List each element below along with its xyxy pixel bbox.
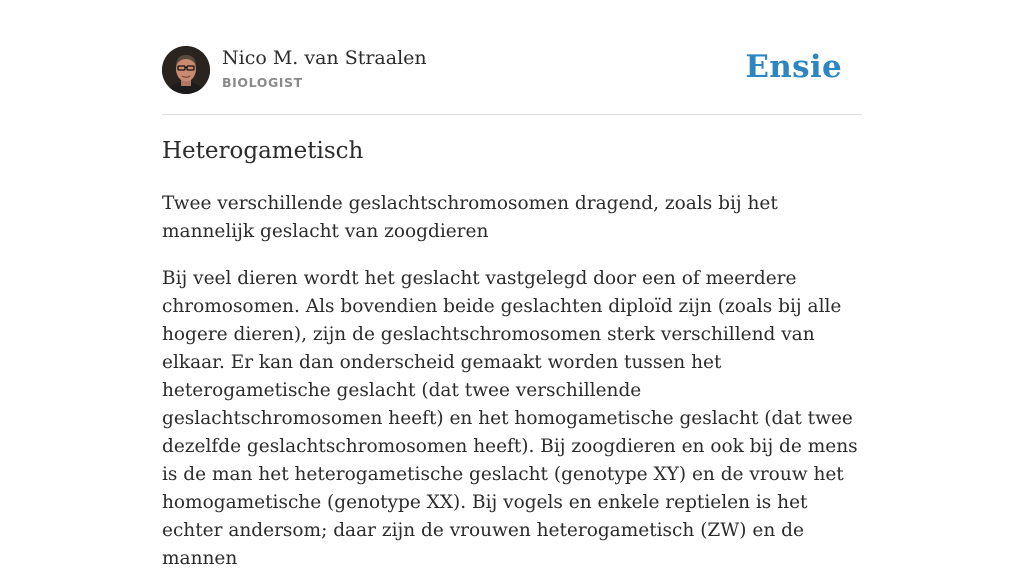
article-body: Bij veel dieren wordt het geslacht vastgelegd door een of meerdere chromosomen. Als bovendien beide geslachten diploïd zijn (zoals bij alle hogere dieren), zijn de geslachtschromosomen sterk verschillend van elkaar. Er kan dan onderscheid gemaakt worden tussen het heterogametische geslacht (dat twee verschillende geslachtschromosomen heeft) en het homogametische geslacht (dat twee dezelfde geslachtschromosomen heeft). Bij zoogdieren en ook bij de mens is de man het heterogametische geslacht (genotype XY) en de vrouw het homogametische (genotype XX). Bij vogels en enkele reptielen is het echter andersom; daar zijn de vrouwen heterogametisch (ZW) en de mannen: [162, 268, 858, 569]
article-lead: Twee verschillende geslachtschromosomen dragend, zoals bij het mannelijk geslacht van zoogdieren: [162, 193, 778, 242]
ensie-logo[interactable]: Ensie: [745, 49, 842, 85]
avatar-portrait: [162, 46, 210, 94]
author-name[interactable]: Nico M. van Straalen: [222, 47, 427, 69]
article-title: Heterogametisch: [162, 138, 364, 164]
avatar[interactable]: [162, 46, 210, 94]
author-header: [162, 46, 862, 115]
author-role: BIOLOGIST: [222, 75, 303, 90]
